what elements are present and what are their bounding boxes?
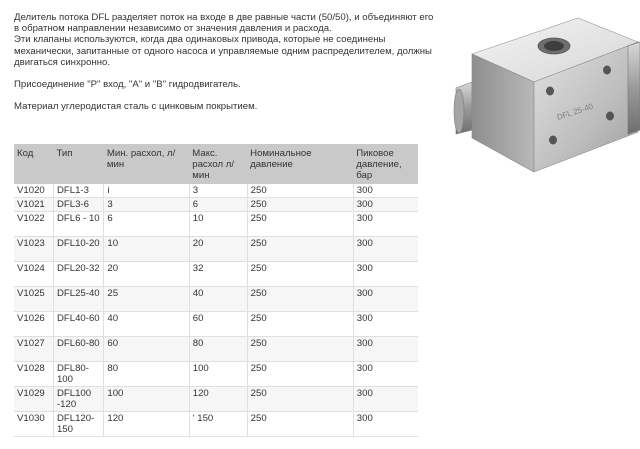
cell-peak-pressure: 300: [353, 262, 418, 287]
cell-min-flow: 20: [104, 262, 189, 287]
cell-nominal-pressure: 250: [247, 262, 353, 287]
cell-nominal-pressure: 250: [247, 337, 353, 362]
cell-max-flow: 40: [189, 287, 247, 312]
cell-peak-pressure: 300: [353, 184, 418, 198]
cell-peak-pressure: 300: [353, 362, 418, 387]
cell-nominal-pressure: 250: [247, 212, 353, 237]
flow-divider-valve-image: [450, 12, 640, 187]
table-row: [14, 184, 418, 198]
cell-type: DFL100 -120: [53, 387, 103, 412]
cell-code: V1027: [14, 337, 53, 362]
cell-nominal-pressure: 250: [247, 287, 353, 312]
cell-type: DFL80-100: [53, 362, 103, 387]
cell-nominal-pressure: 250: [247, 387, 353, 412]
cell-code: V1030: [14, 412, 53, 437]
cell-code: V1024: [14, 262, 53, 287]
cell-min-flow: 3: [104, 198, 189, 212]
cell-peak-pressure: 300: [353, 198, 418, 212]
cell-min-flow: 120: [104, 412, 189, 437]
col-header-peak-pressure: Пиковое давление, бар: [353, 144, 418, 184]
cell-code: V1020: [14, 184, 53, 198]
cell-max-flow: 80: [189, 337, 247, 362]
cell-peak-pressure: 300: [353, 287, 418, 312]
cell-type: DFL20-32: [53, 262, 103, 287]
table-row: [14, 337, 418, 362]
specs-table: [14, 144, 418, 437]
cell-peak-pressure: 300: [353, 237, 418, 262]
cell-type: DFL40-60: [53, 312, 103, 337]
table-row: [14, 412, 418, 437]
cell-type: DFL6 - 10: [53, 212, 103, 237]
cell-max-flow: 32: [189, 262, 247, 287]
col-header-type: Тип: [53, 144, 103, 184]
cell-nominal-pressure: 250: [247, 312, 353, 337]
cell-min-flow: 6: [104, 212, 189, 237]
cell-peak-pressure: 300: [353, 387, 418, 412]
cell-min-flow: i: [104, 184, 189, 198]
cell-code: V1021: [14, 198, 53, 212]
col-header-min-flow: Мин. расхол, л/мин: [104, 144, 189, 184]
cell-nominal-pressure: 250: [247, 237, 353, 262]
table-row: [14, 387, 418, 412]
description-para-3: Присоединение "P" вход, "A" и "B" гидродвигатель.: [14, 79, 241, 91]
cell-nominal-pressure: 250: [247, 184, 353, 198]
cell-peak-pressure: 300: [353, 212, 418, 237]
table-row: [14, 212, 418, 237]
cell-type: DFL25-40: [53, 287, 103, 312]
cell-max-flow: 20: [189, 237, 247, 262]
cell-code: V1026: [14, 312, 53, 337]
cell-nominal-pressure: 250: [247, 362, 353, 387]
cell-max-flow: 120: [189, 387, 247, 412]
cell-min-flow: 80: [104, 362, 189, 387]
cell-code: V1025: [14, 287, 53, 312]
col-header-max-flow: Макс. расхол л/мин: [189, 144, 247, 184]
cell-min-flow: 100: [104, 387, 189, 412]
cell-max-flow: ' 150: [189, 412, 247, 437]
table-row: [14, 262, 418, 287]
description-para-2: Эти клапаны используются, когда два одинаковых привода, которые не соединены механически, запитанные от одного насоса и управляемые одним распределителем, должны двигаться синхронно.: [14, 34, 432, 68]
cell-type: DFL10-20: [53, 237, 103, 262]
col-header-nominal-pressure: Номинальное давление: [247, 144, 353, 184]
product-image: [450, 12, 640, 187]
table-header-row: [14, 144, 418, 184]
table-row: [14, 198, 418, 212]
cell-type: DFL3-6: [53, 198, 103, 212]
cell-max-flow: 3: [189, 184, 247, 198]
table-row: [14, 237, 418, 262]
cell-max-flow: 10: [189, 212, 247, 237]
cell-type: DFL60-80: [53, 337, 103, 362]
cell-max-flow: 6: [189, 198, 247, 212]
cell-peak-pressure: 300: [353, 412, 418, 437]
table-row: [14, 362, 418, 387]
cell-nominal-pressure: 250: [247, 198, 353, 212]
cell-peak-pressure: 300: [353, 312, 418, 337]
cell-max-flow: 100: [189, 362, 247, 387]
cell-code: V1028: [14, 362, 53, 387]
cell-code: V1022: [14, 212, 53, 237]
table-row: [14, 312, 418, 337]
cell-min-flow: 40: [104, 312, 189, 337]
cell-max-flow: 60: [189, 312, 247, 337]
cell-min-flow: 10: [104, 237, 189, 262]
cell-min-flow: 60: [104, 337, 189, 362]
cell-peak-pressure: 300: [353, 337, 418, 362]
cell-code: V1023: [14, 237, 53, 262]
cell-type: DFL1-3: [53, 184, 103, 198]
col-header-code: Код: [14, 144, 53, 184]
table-row: [14, 287, 418, 312]
product-description: [14, 12, 439, 112]
cell-min-flow: 25: [104, 287, 189, 312]
cell-code: V1029: [14, 387, 53, 412]
description-para-1: Делитель потока DFL разделяет поток на входе в две равные части (50/50), и объединяют его в обратном направлении независимо от значения давления и расхода.: [14, 12, 434, 35]
valve-engraving: DFL 25-40: [555, 101, 595, 122]
cell-nominal-pressure: 250: [247, 412, 353, 437]
description-para-4: Материал углеродистая сталь с цинковым покрытием.: [14, 101, 258, 113]
cell-type: DFL120-150: [53, 412, 103, 437]
